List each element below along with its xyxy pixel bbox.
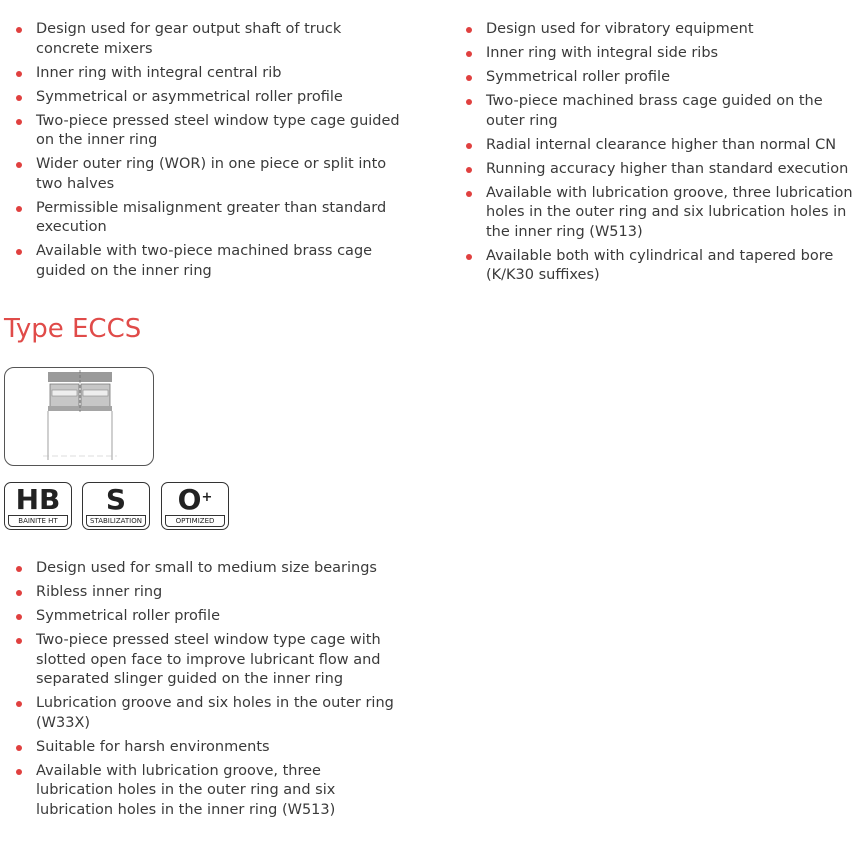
hb-badge-icon bbox=[4, 482, 72, 530]
list-item bbox=[0, 738, 400, 758]
bullet-icon bbox=[16, 701, 22, 707]
bearing-cross-section-image bbox=[4, 367, 154, 466]
list-item-text: Available both with cylindrical and tapered bore (K/K30 suffixes) bbox=[486, 247, 834, 283]
list-item-text: Inner ring with integral central rib bbox=[36, 64, 282, 81]
list-item bbox=[0, 583, 400, 603]
bullet-icon bbox=[466, 27, 472, 33]
list-item-text: Two-piece pressed steel window type cage guided on the inner ring bbox=[36, 112, 400, 148]
badge-caption: STABILIZATION bbox=[86, 515, 146, 527]
list-item-text: Available with lubrication groove, three lubrication holes in the outer ring and six lubrication holes in the inner ring (W513) bbox=[36, 762, 336, 818]
bullet-icon bbox=[466, 143, 472, 149]
list-item bbox=[0, 88, 400, 108]
list-item-text: Design used for small to medium size bearings bbox=[36, 560, 377, 576]
bullet-icon bbox=[16, 162, 22, 168]
list-item bbox=[0, 20, 400, 59]
bullet-icon bbox=[16, 614, 22, 620]
left-top-feature-list bbox=[0, 20, 400, 286]
bullet-icon bbox=[466, 75, 472, 81]
list-item bbox=[450, 20, 853, 40]
bullet-icon bbox=[466, 167, 472, 173]
list-item bbox=[450, 160, 853, 180]
list-item-text: Permissible misalignment greater than standard execution bbox=[36, 199, 387, 235]
s-badge-icon bbox=[82, 482, 150, 530]
bullet-icon bbox=[16, 206, 22, 212]
bullet-icon bbox=[16, 638, 22, 644]
bullet-icon bbox=[16, 769, 22, 775]
list-item bbox=[0, 694, 400, 733]
list-item-text: Wider outer ring (WOR) in one piece or split into two halves bbox=[36, 156, 387, 192]
badge-symbol: HB bbox=[15, 483, 61, 516]
badge-symbol-wrap bbox=[162, 484, 228, 516]
bullet-icon bbox=[466, 99, 472, 105]
list-item bbox=[0, 64, 400, 84]
list-item bbox=[0, 112, 400, 151]
list-item-text: Available with two-piece machined brass cage guided on the inner ring bbox=[36, 243, 373, 279]
list-item-text: Two-piece pressed steel window type cage with slotted open face to improve lubricant flow and separated slinger guided on the inner ring bbox=[36, 632, 381, 687]
list-item bbox=[450, 136, 853, 156]
list-item-text: Symmetrical or asymmetrical roller profile bbox=[36, 88, 343, 105]
badge-symbol-sup: + bbox=[201, 490, 213, 505]
bullet-icon bbox=[16, 119, 22, 125]
optimized-badge-icon bbox=[161, 482, 229, 530]
list-item-text: Ribless inner ring bbox=[36, 584, 163, 600]
badge-caption: BAINITE HT bbox=[8, 515, 68, 527]
list-item bbox=[450, 184, 853, 243]
list-item-text: Symmetrical roller profile bbox=[486, 69, 670, 85]
list-item bbox=[450, 247, 853, 286]
eccs-feature-list bbox=[0, 559, 400, 825]
list-item bbox=[0, 199, 400, 238]
bullet-icon bbox=[16, 95, 22, 101]
bullet-icon bbox=[16, 71, 22, 77]
section-title: Type ECCS bbox=[4, 314, 142, 344]
list-item-text: Suitable for harsh environments bbox=[36, 738, 270, 755]
bullet-icon bbox=[466, 191, 472, 197]
bullet-icon bbox=[466, 254, 472, 260]
badge-symbol: S bbox=[105, 483, 127, 516]
list-item-text: Lubrication groove and six holes in the outer ring (W33X) bbox=[36, 695, 394, 731]
list-item bbox=[0, 762, 400, 821]
list-item-text: Design used for vibratory equipment bbox=[486, 21, 754, 37]
list-item-text: Inner ring with integral side ribs bbox=[486, 45, 719, 61]
bullet-icon bbox=[16, 590, 22, 596]
list-item-text: Radial internal clearance higher than normal CN bbox=[486, 136, 837, 153]
bearing-diagram-icon bbox=[5, 368, 153, 465]
list-item bbox=[450, 44, 853, 64]
list-item-text: Symmetrical roller profile bbox=[36, 608, 220, 624]
list-item-text: Running accuracy higher than standard execution bbox=[486, 160, 849, 177]
list-item bbox=[0, 559, 400, 579]
right-top-feature-list bbox=[450, 20, 853, 290]
bullet-icon bbox=[16, 566, 22, 572]
bullet-icon bbox=[16, 249, 22, 255]
list-item bbox=[0, 242, 400, 281]
list-item bbox=[0, 631, 400, 690]
bullet-icon bbox=[466, 51, 472, 57]
badge-caption: OPTIMIZED bbox=[165, 515, 225, 527]
list-item-text: Available with lubrication groove, three lubrication holes in the outer ring and six lubrication holes in the inner ring (W513) bbox=[486, 184, 853, 240]
list-item bbox=[450, 92, 853, 131]
list-item bbox=[450, 68, 853, 88]
list-item-text: Design used for gear output shaft of truck concrete mixers bbox=[36, 21, 342, 57]
list-item bbox=[0, 155, 400, 194]
bullet-icon bbox=[16, 27, 22, 33]
bullet-icon bbox=[16, 745, 22, 751]
list-item bbox=[0, 607, 400, 627]
list-item-text: Two-piece machined brass cage guided on the outer ring bbox=[486, 93, 823, 129]
badge-symbol: O bbox=[177, 483, 202, 516]
